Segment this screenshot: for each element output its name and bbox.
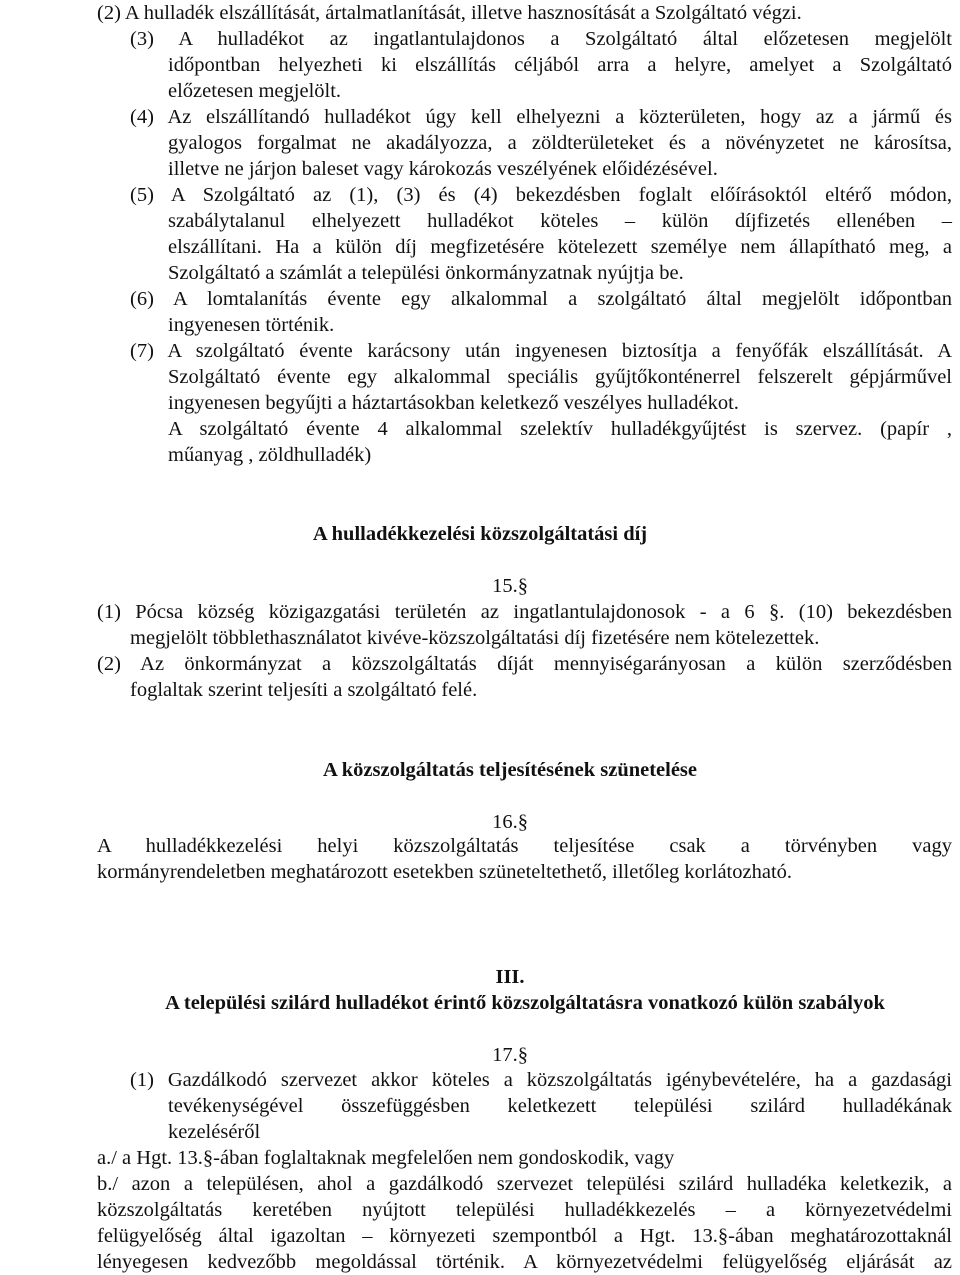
- paragraph-line: közszolgáltatás keretében nyújtott települési hulladékkezelés – a környezetvédelmi: [97, 1199, 952, 1221]
- paragraph-line: b./ azon a településen, ahol a gazdálkodó szervezet települési szilárd hulladéka keletkezik, a: [97, 1173, 952, 1195]
- paragraph-line: időpontban helyezheti ki elszállítás céljából arra a helyre, amelyet a Szolgáltató: [168, 54, 952, 76]
- paragraph-line: (7) A szolgáltató évente karácsony után ingyenesen biztosítja a fenyőfák elszállítását. A: [130, 340, 952, 362]
- paragraph-line: Szolgáltató évente egy alkalommal speciális gyűjtőkonténerrel felszerelt gépjárművel: [168, 366, 952, 388]
- paragraph-line: szabálytalanul elhelyezett hulladékot köteles – külön díjfizetés ellenében –: [168, 210, 952, 232]
- paragraph-line: kormányrendeletben meghatározott esetekben szüneteltethető, illetőleg korlátozható.: [97, 861, 793, 883]
- paragraph-line: tevékenységével összefüggésben keletkezett települési szilárd hulladékának: [168, 1095, 952, 1117]
- paragraph-line: A hulladékkezelési helyi közszolgáltatás teljesítése csak a törvényben vagy: [97, 835, 952, 857]
- chapter-heading: A települési szilárd hulladékot érintő közszolgáltatásra vonatkozó külön szabályok: [165, 992, 885, 1014]
- paragraph-line: elszállítani. Ha a külön díj megfizetésére kötelezett személye nem állapítható meg, a: [168, 236, 952, 258]
- paragraph-line: kezeléséről: [168, 1121, 261, 1143]
- paragraph-line: A szolgáltató évente 4 alkalommal szelektív hulladékgyűjtést is szervez. (papír ,: [168, 418, 952, 440]
- paragraph-line: illetve ne járjon baleset vagy károkozás veszélyének előidézésével.: [168, 158, 718, 180]
- paragraph-line: gyalogos forgalmat ne akadályozza, a zöldterületeket és a növényzetet ne károsítsa,: [168, 132, 952, 154]
- section-heading: A hulladékkezelési közszolgáltatási díj: [312, 523, 648, 545]
- paragraph-line: ingyenesen begyűjti a háztartásokban keletkező veszélyes hulladékot.: [168, 392, 739, 414]
- paragraph-line: Szolgáltató a számlát a települési önkormányzatnak nyújtja be.: [168, 262, 684, 284]
- paragraph-line: műanyag , zöldhulladék): [168, 444, 372, 466]
- paragraph-line: a./ a Hgt. 13.§-ában foglaltaknak megfelelően nem gondoskodik, vagy: [97, 1147, 675, 1169]
- paragraph-line: (1) Pócsa község közigazgatási területén az ingatlantulajdonosok - a 6 §. (10) bekezdésben: [97, 601, 952, 623]
- section-number: 15.§: [492, 575, 528, 597]
- paragraph-line: (4) Az elszállítandó hulladékot úgy kell elhelyezni a közterületen, hogy az a jármű és: [130, 106, 952, 128]
- chapter-number: III.: [495, 966, 525, 988]
- section-number: 17.§: [492, 1044, 528, 1066]
- paragraph-line: (2) A hulladék elszállítását, ártalmatlanítását, illetve hasznosítását a Szolgáltató végzi.: [97, 2, 802, 24]
- paragraph-line: ingyenesen történik.: [168, 314, 335, 336]
- paragraph-line: megjelölt többlethasználatot kivéve-közszolgáltatási díj fizetésére nem kötelezettek.: [130, 627, 820, 649]
- paragraph-line: (2) Az önkormányzat a közszolgáltatás díját mennyiségarányosan a külön szerződésben: [97, 653, 952, 675]
- paragraph-line: (1) Gazdálkodó szervezet akkor köteles a közszolgáltatás igénybevételére, ha a gazdasági: [130, 1069, 952, 1091]
- paragraph-line: (5) A Szolgáltató az (1), (3) és (4) bekezdésben foglalt előírásoktól eltérő módon,: [130, 184, 952, 206]
- paragraph-line: lényegesen kedvezőbb megoldással történik. A környezetvédelmi felügyelőség eljárását az: [97, 1251, 952, 1273]
- paragraph-line: (3) A hulladékot az ingatlantulajdonos a Szolgáltató által előzetesen megjelölt: [130, 28, 952, 50]
- paragraph-line: előzetesen megjelölt.: [168, 80, 342, 102]
- section-heading: A közszolgáltatás teljesítésének szünetelése: [322, 759, 698, 781]
- paragraph-line: (6) A lomtalanítás évente egy alkalommal a szolgáltató által megjelölt időpontban: [130, 288, 952, 310]
- paragraph-line: foglaltak szerint teljesíti a szolgáltató felé.: [130, 679, 478, 701]
- section-number: 16.§: [492, 811, 528, 833]
- paragraph-line: felügyelőség által igazoltan – környezeti szempontból a Hgt. 13.§-ában meghatározottaknál: [97, 1225, 952, 1247]
